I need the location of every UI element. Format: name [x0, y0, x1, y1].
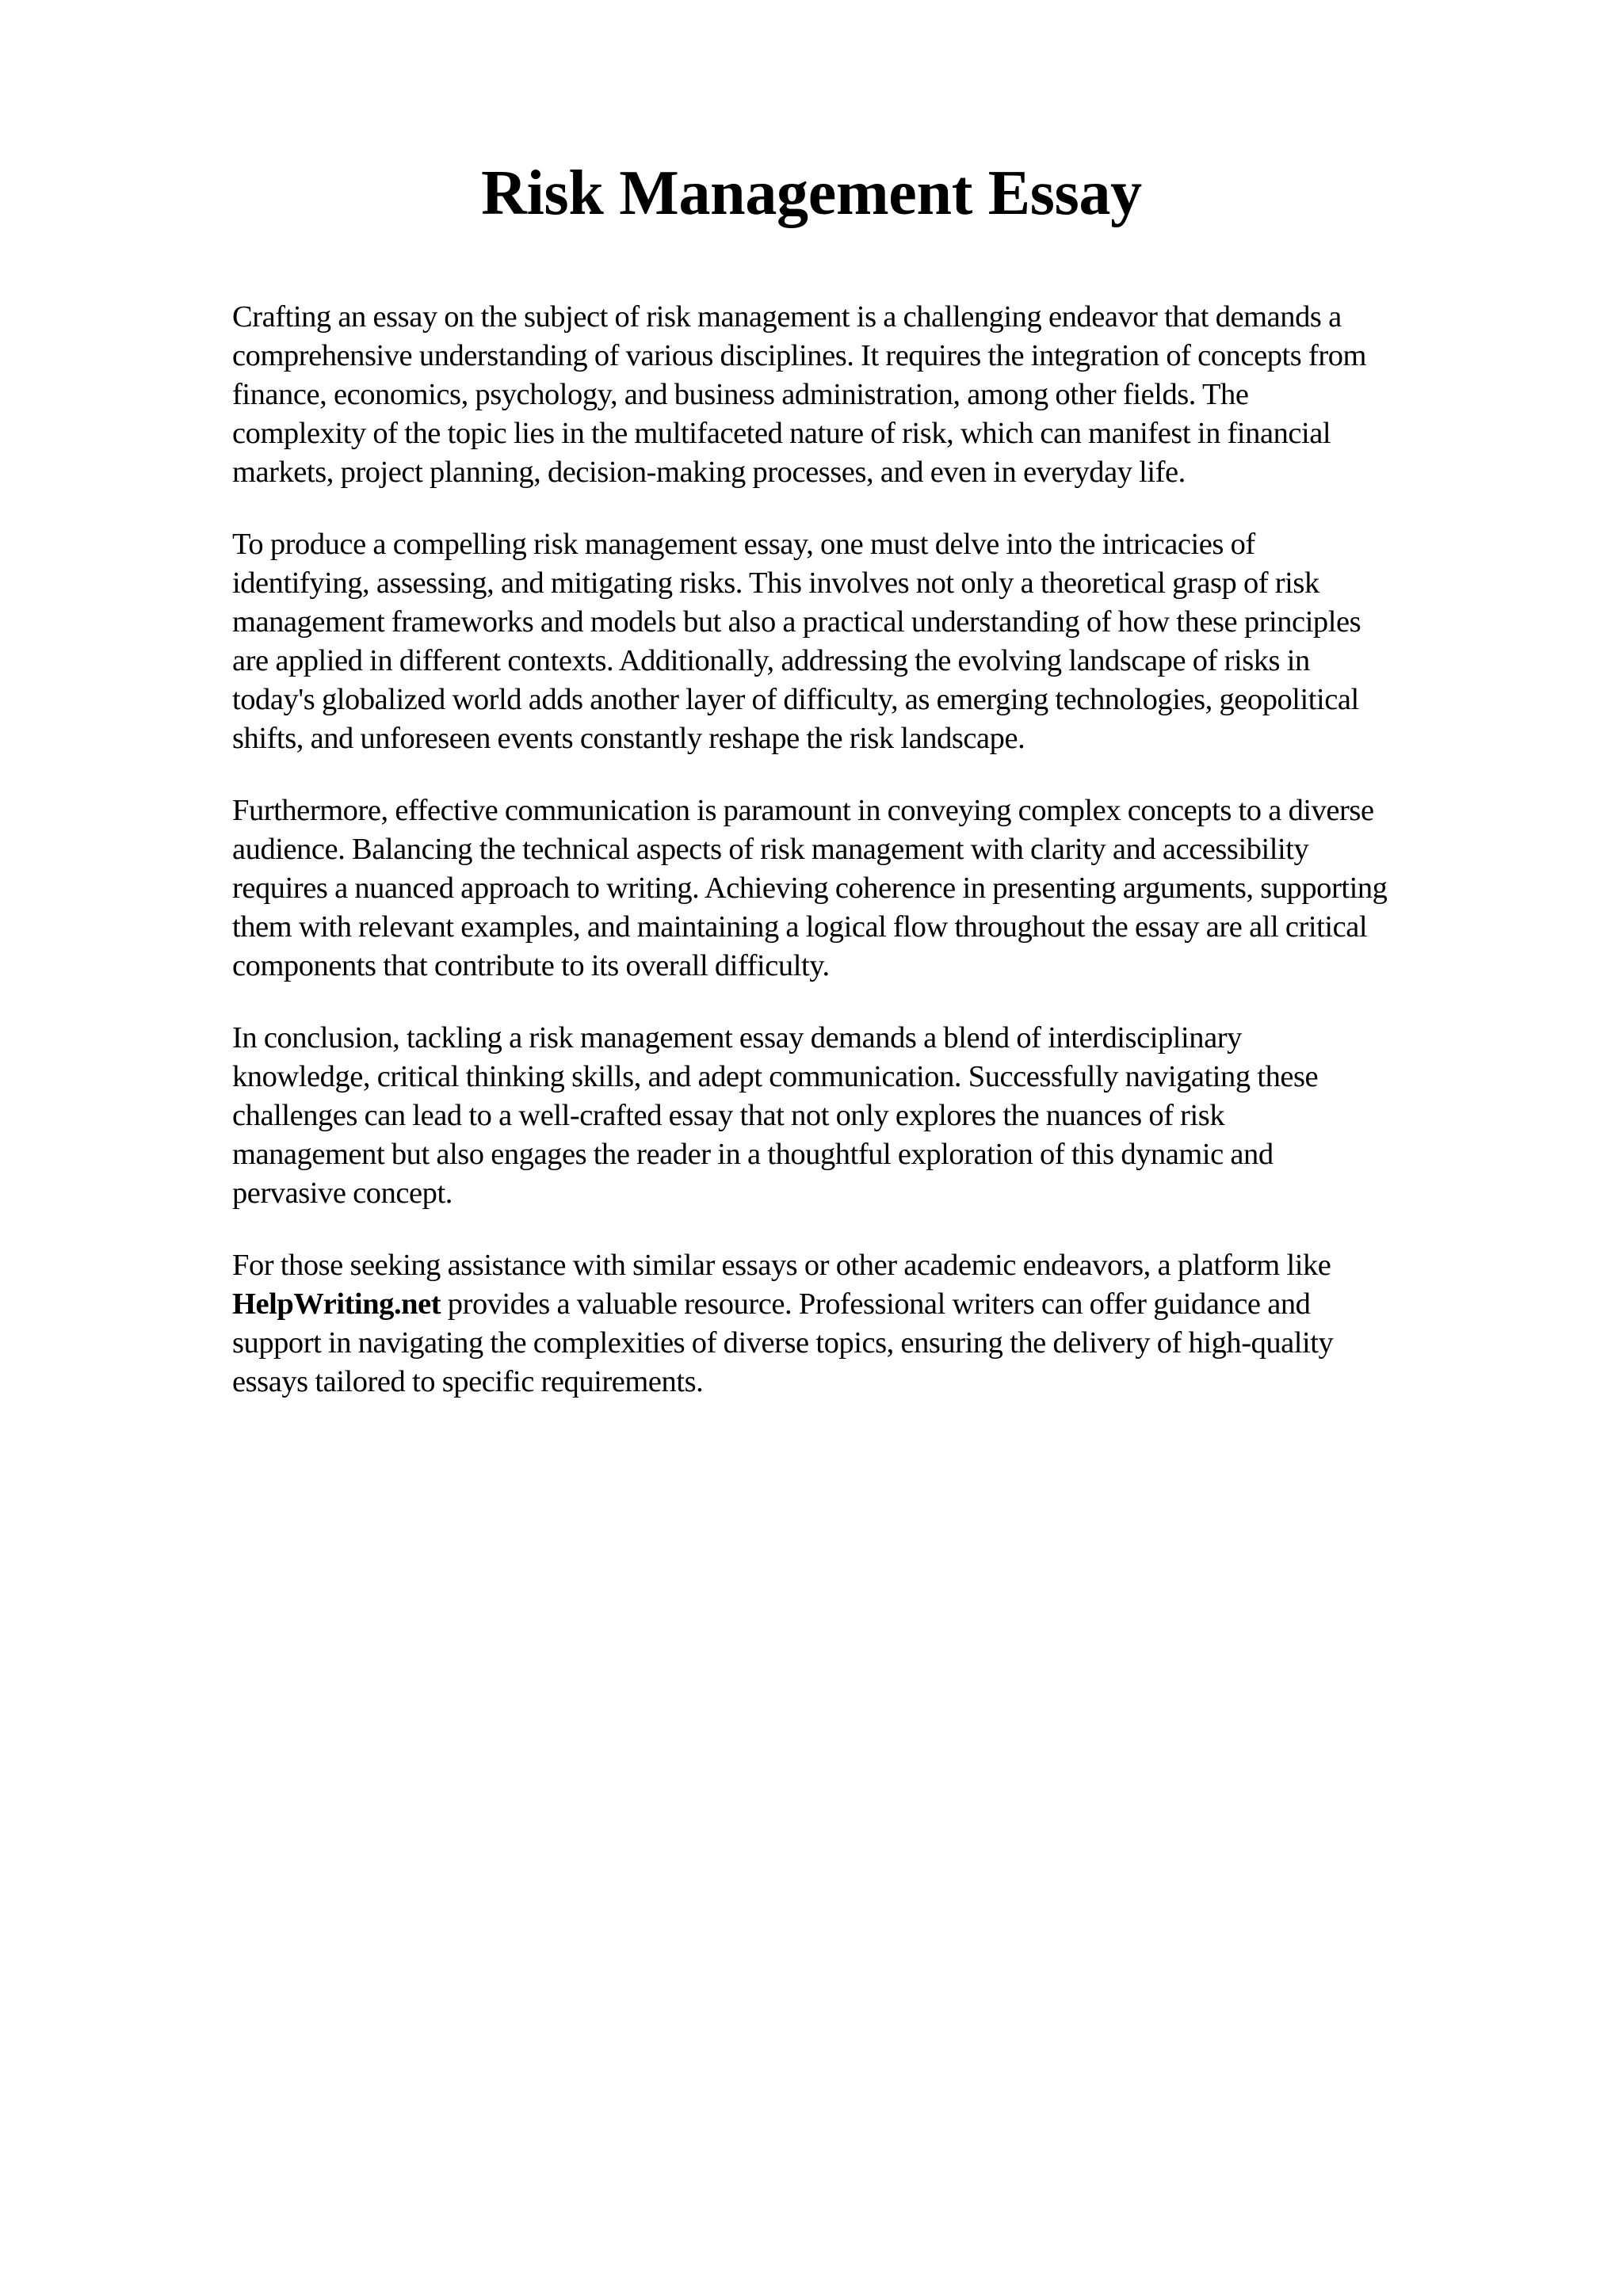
paragraph-line: For those seeking assistance with similar essays or other academic endeavors, a platform like [232, 1249, 1331, 1282]
paragraph-1 [232, 298, 1552, 492]
paragraph-line: management frameworks and models but also a practical understanding of how these principles [232, 605, 1361, 639]
paragraph-2 [232, 525, 1552, 758]
brand-line-rest: provides a valuable resource. Professional writers can offer guidance and [441, 1287, 1311, 1321]
paragraph-line: identifying, assessing, and mitigating risks. This involves not only a theoretical grasp of risk [232, 566, 1319, 600]
paragraph-line: Crafting an essay on the subject of risk management is a challenging endeavor that demands a [232, 300, 1342, 334]
paragraph-line: essays tailored to specific requirements. [232, 1365, 704, 1398]
brand-name: HelpWriting.net [232, 1287, 441, 1321]
paragraph-line: are applied in different contexts. Additionally, addressing the evolving landscape of risks in [232, 644, 1310, 677]
paragraph-line: finance, economics, psychology, and business administration, among other fields. The [232, 378, 1249, 411]
paragraph-line: complexity of the topic lies in the multifaceted nature of risk, which can manifest in financial [232, 417, 1331, 450]
paragraph-line: markets, project planning, decision-making processes, and even in everyday life. [232, 456, 1186, 489]
paragraph-line: today's globalized world adds another layer of difficulty, as emerging technologies, geopolitical [232, 683, 1359, 716]
page-title: Risk Management Essay [481, 158, 1142, 228]
paragraph-line: audience. Balancing the technical aspects of risk management with clarity and accessibility [232, 833, 1309, 866]
essay-body [232, 298, 1552, 1435]
paragraph-3 [232, 791, 1552, 986]
paragraph-line: challenges can lead to a well-crafted essay that not only explores the nuances of risk [232, 1099, 1225, 1132]
paragraph-line: Furthermore, effective communication is paramount in conveying complex concepts to a diverse [232, 794, 1374, 827]
paragraph-line: In conclusion, tackling a risk management essay demands a blend of interdisciplinary [232, 1021, 1242, 1055]
paragraph-line: To produce a compelling risk management essay, one must delve into the intricacies of [232, 528, 1255, 561]
paragraph-line: management but also engages the reader in a thoughtful exploration of this dynamic and [232, 1138, 1274, 1171]
paragraph-line-with-brand [232, 1285, 1552, 1324]
paragraph-line: knowledge, critical thinking skills, and adept communication. Successfully navigating these [232, 1060, 1319, 1093]
paragraph-line: shifts, and unforeseen events constantly reshape the risk landscape. [232, 722, 1025, 755]
paragraph-line: pervasive concept. [232, 1177, 453, 1210]
paragraph-line: them with relevant examples, and maintaining a logical flow throughout the essay are all critical [232, 910, 1368, 944]
paragraph-closing [232, 1246, 1552, 1402]
paragraph-line: support in navigating the complexities of diverse topics, ensuring the delivery of high-quality [232, 1326, 1334, 1360]
paragraph-line: components that contribute to its overall difficulty. [232, 949, 830, 982]
paragraph-4 [232, 1019, 1552, 1213]
paragraph-line: comprehensive understanding of various disciplines. It requires the integration of concepts from [232, 339, 1366, 372]
paragraph-line: requires a nuanced approach to writing. Achieving coherence in presenting arguments, supporting [232, 871, 1388, 905]
